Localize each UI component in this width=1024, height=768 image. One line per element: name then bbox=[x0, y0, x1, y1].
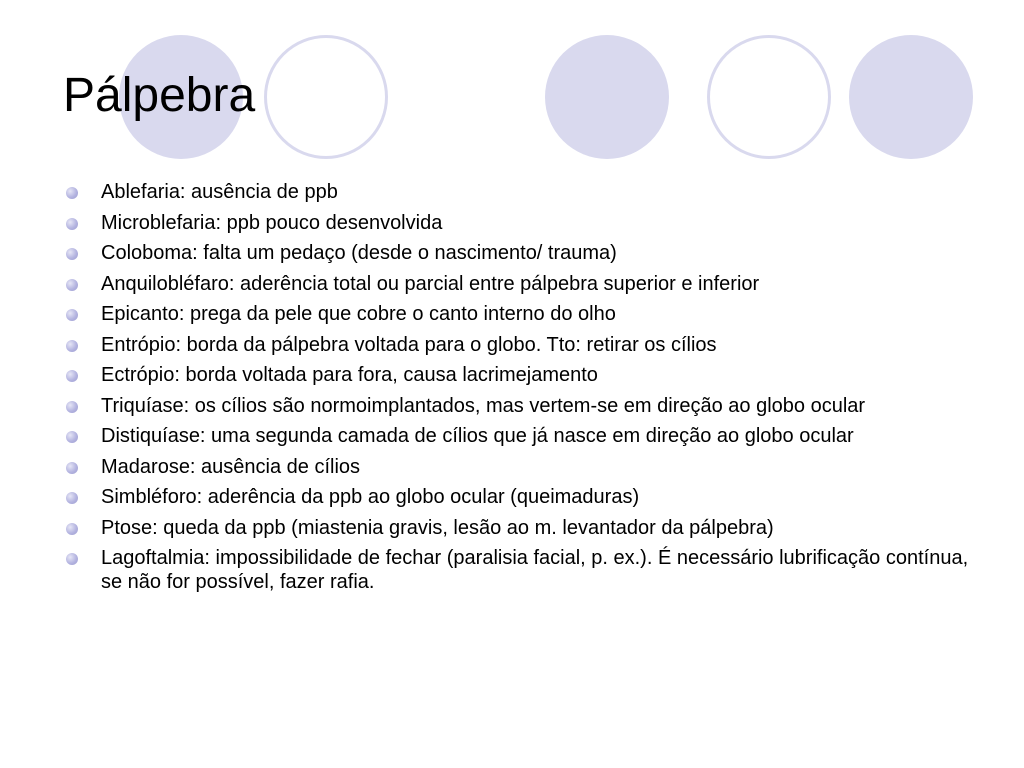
bullet-icon bbox=[66, 309, 78, 321]
bullet-text: Madarose: ausência de cílios bbox=[101, 455, 361, 478]
bullet-text: Ptose: queda da ppb (miastenia gravis, lesão ao m. levantador da pálpebra) bbox=[101, 516, 774, 539]
decorative-circle-filled bbox=[545, 35, 669, 159]
bullet-item bbox=[66, 394, 971, 418]
bullet-icon bbox=[66, 218, 78, 230]
bullet-icon bbox=[66, 370, 78, 382]
bullet-item bbox=[66, 211, 971, 235]
bullet-icon bbox=[66, 340, 78, 352]
bullet-text: Epicanto: prega da pele que cobre o canto interno do olho bbox=[101, 303, 616, 325]
bullet-icon bbox=[66, 462, 78, 474]
bullet-item bbox=[66, 302, 971, 326]
bullet-item bbox=[66, 455, 971, 479]
bullet-icon bbox=[66, 492, 78, 504]
bullet-item bbox=[66, 272, 971, 296]
bullet-icon bbox=[66, 523, 78, 535]
bullet-icon bbox=[66, 279, 78, 291]
bullet-text: Entrópio: borda da pálpebra voltada para o globo. Tto: retirar os cílios bbox=[101, 333, 717, 356]
bullet-item bbox=[66, 516, 971, 540]
bullet-text: Anquilobléfaro: aderência total ou parcial entre pálpebra superior e inferior bbox=[101, 272, 760, 295]
bullet-list bbox=[66, 180, 971, 601]
bullet-item bbox=[66, 333, 971, 357]
bullet-text: Ectrópio: borda voltada para fora, causa lacrimejamento bbox=[101, 364, 598, 386]
bullet-item bbox=[66, 485, 971, 509]
bullet-item bbox=[66, 546, 971, 594]
bullet-icon bbox=[66, 401, 78, 413]
bullet-text: Triquíase: os cílios são normoimplantados, mas vertem-se em direção ao globo ocular bbox=[101, 394, 866, 417]
bullet-item bbox=[66, 424, 971, 448]
bullet-text: Microblefaria: ppb pouco desenvolvida bbox=[101, 211, 443, 234]
bullet-item bbox=[66, 180, 971, 204]
bullet-text: Lagoftalmia: impossibilidade de fechar (paralisia facial, p. ex.). É necessário lubrificação contínua, se não for possível, fazer rafia. bbox=[101, 547, 969, 593]
bullet-icon bbox=[66, 431, 78, 443]
bullet-icon bbox=[66, 553, 78, 565]
bullet-text: Simbléforo: aderência da ppb ao globo ocular (queimaduras) bbox=[101, 486, 640, 508]
bullet-icon bbox=[66, 187, 78, 199]
decorative-circle-outline bbox=[264, 35, 388, 159]
slide-title: Pálpebra bbox=[63, 69, 256, 122]
bullet-item bbox=[66, 363, 971, 387]
bullet-text: Coloboma: falta um pedaço (desde o nascimento/ trauma) bbox=[101, 242, 617, 264]
decorative-circle-filled bbox=[849, 35, 973, 159]
bullet-text: Ablefaria: ausência de ppb bbox=[101, 181, 338, 203]
bullet-icon bbox=[66, 248, 78, 260]
decorative-circle-outline bbox=[707, 35, 831, 159]
bullet-text: Distiquíase: uma segunda camada de cílios que já nasce em direção ao globo ocular bbox=[101, 425, 854, 447]
bullet-item bbox=[66, 241, 971, 265]
